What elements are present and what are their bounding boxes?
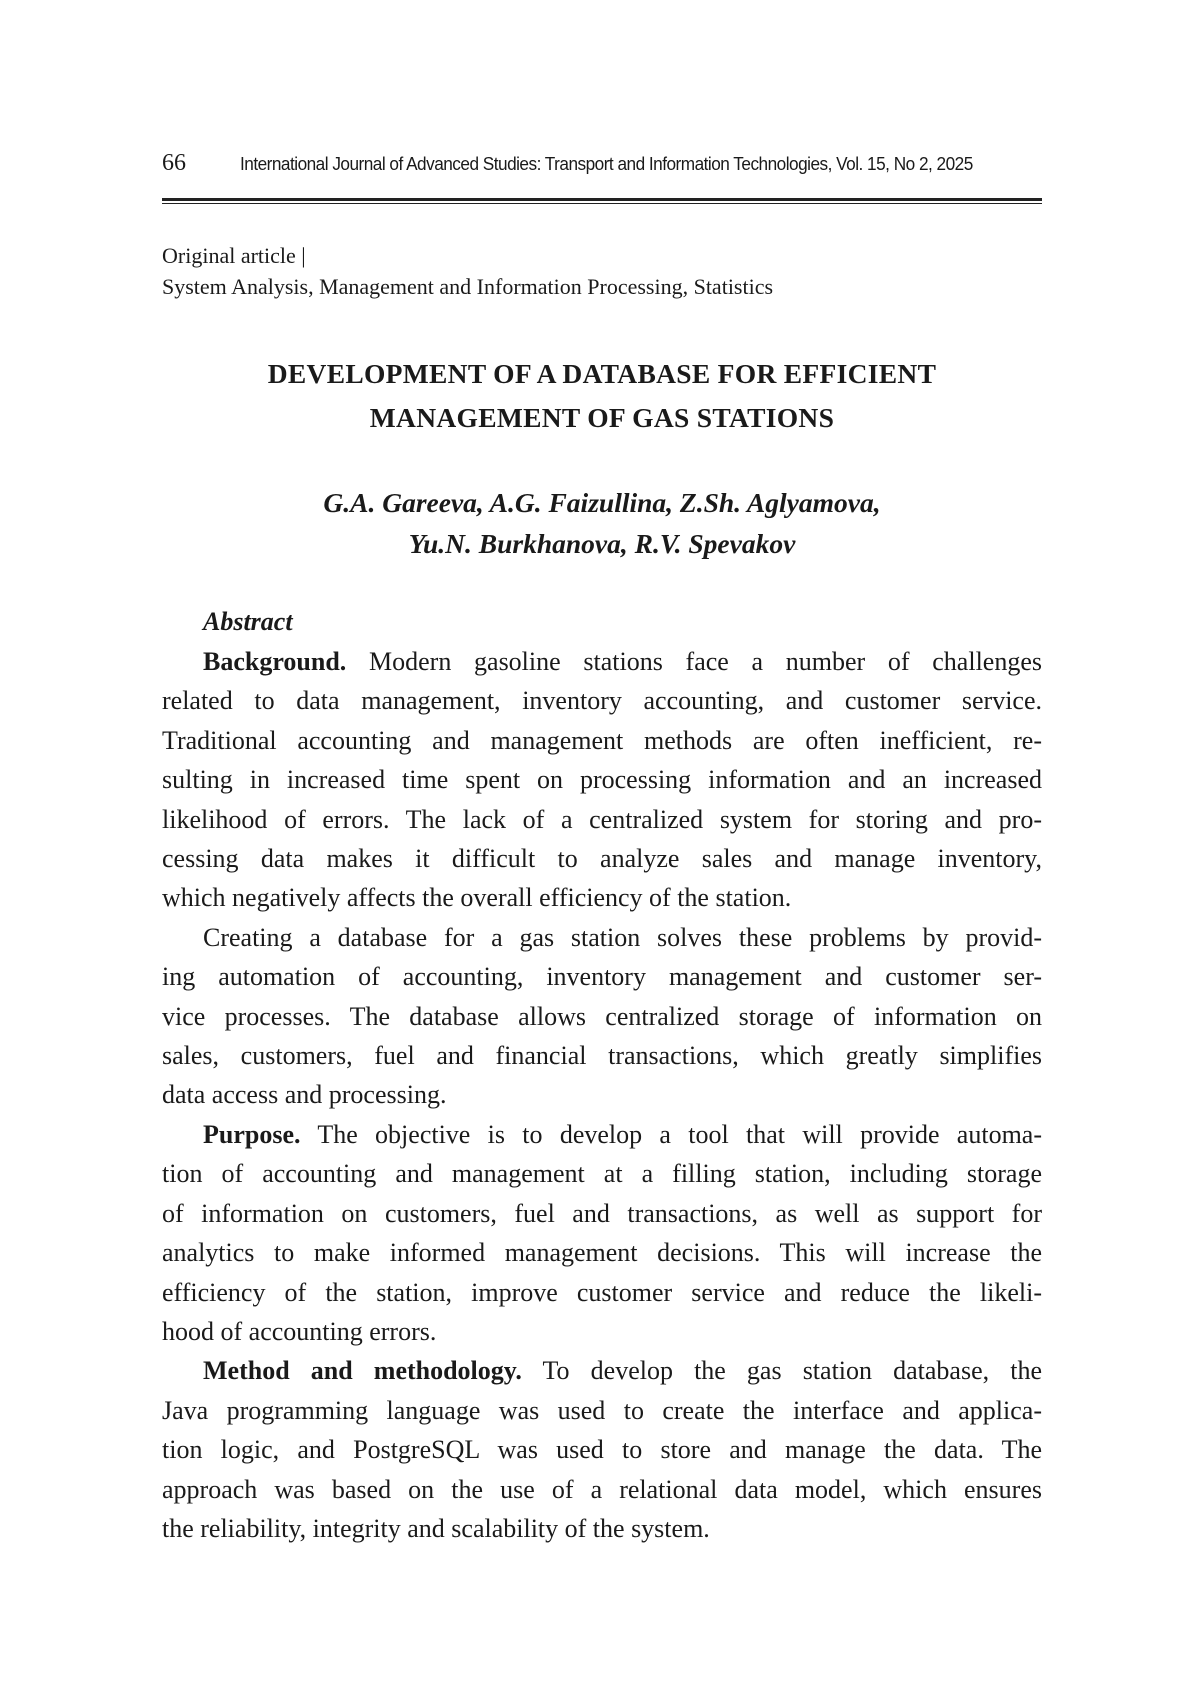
paragraph-line: tion logic, and PostgreSQL was used to store and manage the data. The	[162, 1435, 1042, 1465]
paragraph-line: Method and methodology. To develop the gas station database, the	[203, 1356, 1042, 1386]
paragraph-line: Purpose. The objective is to develop a tool that will provide automa-	[203, 1119, 1042, 1149]
paragraph-line: Background. Modern gasoline stations face a number of challenges	[203, 647, 1042, 676]
abstract-background-paragraph-2	[162, 918, 1042, 1115]
paragraph-line: Creating a database for a gas station solves these problems by provid-	[203, 922, 1042, 952]
paragraph-line: ing automation of accounting, inventory management and customer ser-	[162, 962, 1042, 992]
paragraph-line: data access and processing.	[162, 1080, 447, 1110]
paragraph-line: of information on customers, fuel and transactions, as well as support for	[162, 1198, 1042, 1228]
paragraph-line: efficiency of the station, improve customer service and reduce the likeli-	[162, 1277, 1042, 1307]
abstract-heading: Abstract	[203, 607, 293, 636]
method-label: Method and methodology.	[203, 1356, 522, 1386]
author-line: G.A. Gareeva, A.G. Faizullina, Z.Sh. Aglyamova,	[323, 487, 881, 518]
paragraph-line: related to data management, inventory accounting, and customer service.	[162, 686, 1042, 716]
paragraph-line: Java programming language was used to create the interface and applica-	[162, 1395, 1042, 1425]
running-header	[162, 150, 1042, 190]
paragraph-line: the reliability, integrity and scalability of the system.	[162, 1513, 710, 1543]
paragraph-line: sales, customers, fuel and financial transactions, which greatly simplifies	[162, 1041, 1042, 1071]
paragraph-line: vice processes. The database allows centralized storage of information on	[162, 1001, 1042, 1031]
paragraph-line: Traditional accounting and management methods are often inefficient, re-	[162, 725, 1042, 755]
paragraph-line: cessing data makes it difficult to analyze sales and manage inventory,	[162, 844, 1042, 874]
header-rule	[162, 198, 1042, 204]
article-title	[162, 352, 1042, 440]
purpose-label: Purpose.	[203, 1119, 301, 1149]
paragraph-line: tion of accounting and management at a filling station, including storage	[162, 1159, 1042, 1189]
paragraph-line: approach was based on the use of a relational data model, which ensures	[162, 1474, 1042, 1504]
article-title-line: MANAGEMENT OF GAS STATIONS	[369, 402, 835, 433]
abstract-background-paragraph	[162, 642, 1042, 918]
author-line: Yu.N. Burkhanova, R.V. Spevakov	[408, 528, 796, 559]
background-label: Background.	[203, 647, 347, 676]
article-type: Original article |	[162, 243, 306, 268]
journal-title: International Journal of Advanced Studies: Transport and Information Technologies, Vol. 15, No 2, 2025	[240, 153, 973, 174]
abstract-method-paragraph	[162, 1351, 1042, 1548]
paragraph-line: hood of accounting errors.	[162, 1316, 437, 1346]
author-list	[162, 482, 1042, 564]
paragraph-line: which negatively affects the overall efficiency of the station.	[162, 883, 792, 913]
paper-page	[162, 150, 1042, 1548]
page-number: 66	[162, 150, 186, 176]
paragraph-line: analytics to make informed management decisions. This will increase the	[162, 1238, 1042, 1268]
article-meta	[162, 240, 1042, 302]
article-title-line: DEVELOPMENT OF A DATABASE FOR EFFICIENT	[267, 358, 937, 389]
abstract-purpose-paragraph	[162, 1115, 1042, 1351]
paragraph-line: likelihood of errors. The lack of a centralized system for storing and pro-	[162, 804, 1042, 834]
paragraph-line: sulting in increased time spent on processing information and an increased	[162, 765, 1042, 795]
article-section: System Analysis, Management and Information Processing, Statistics	[162, 274, 774, 299]
